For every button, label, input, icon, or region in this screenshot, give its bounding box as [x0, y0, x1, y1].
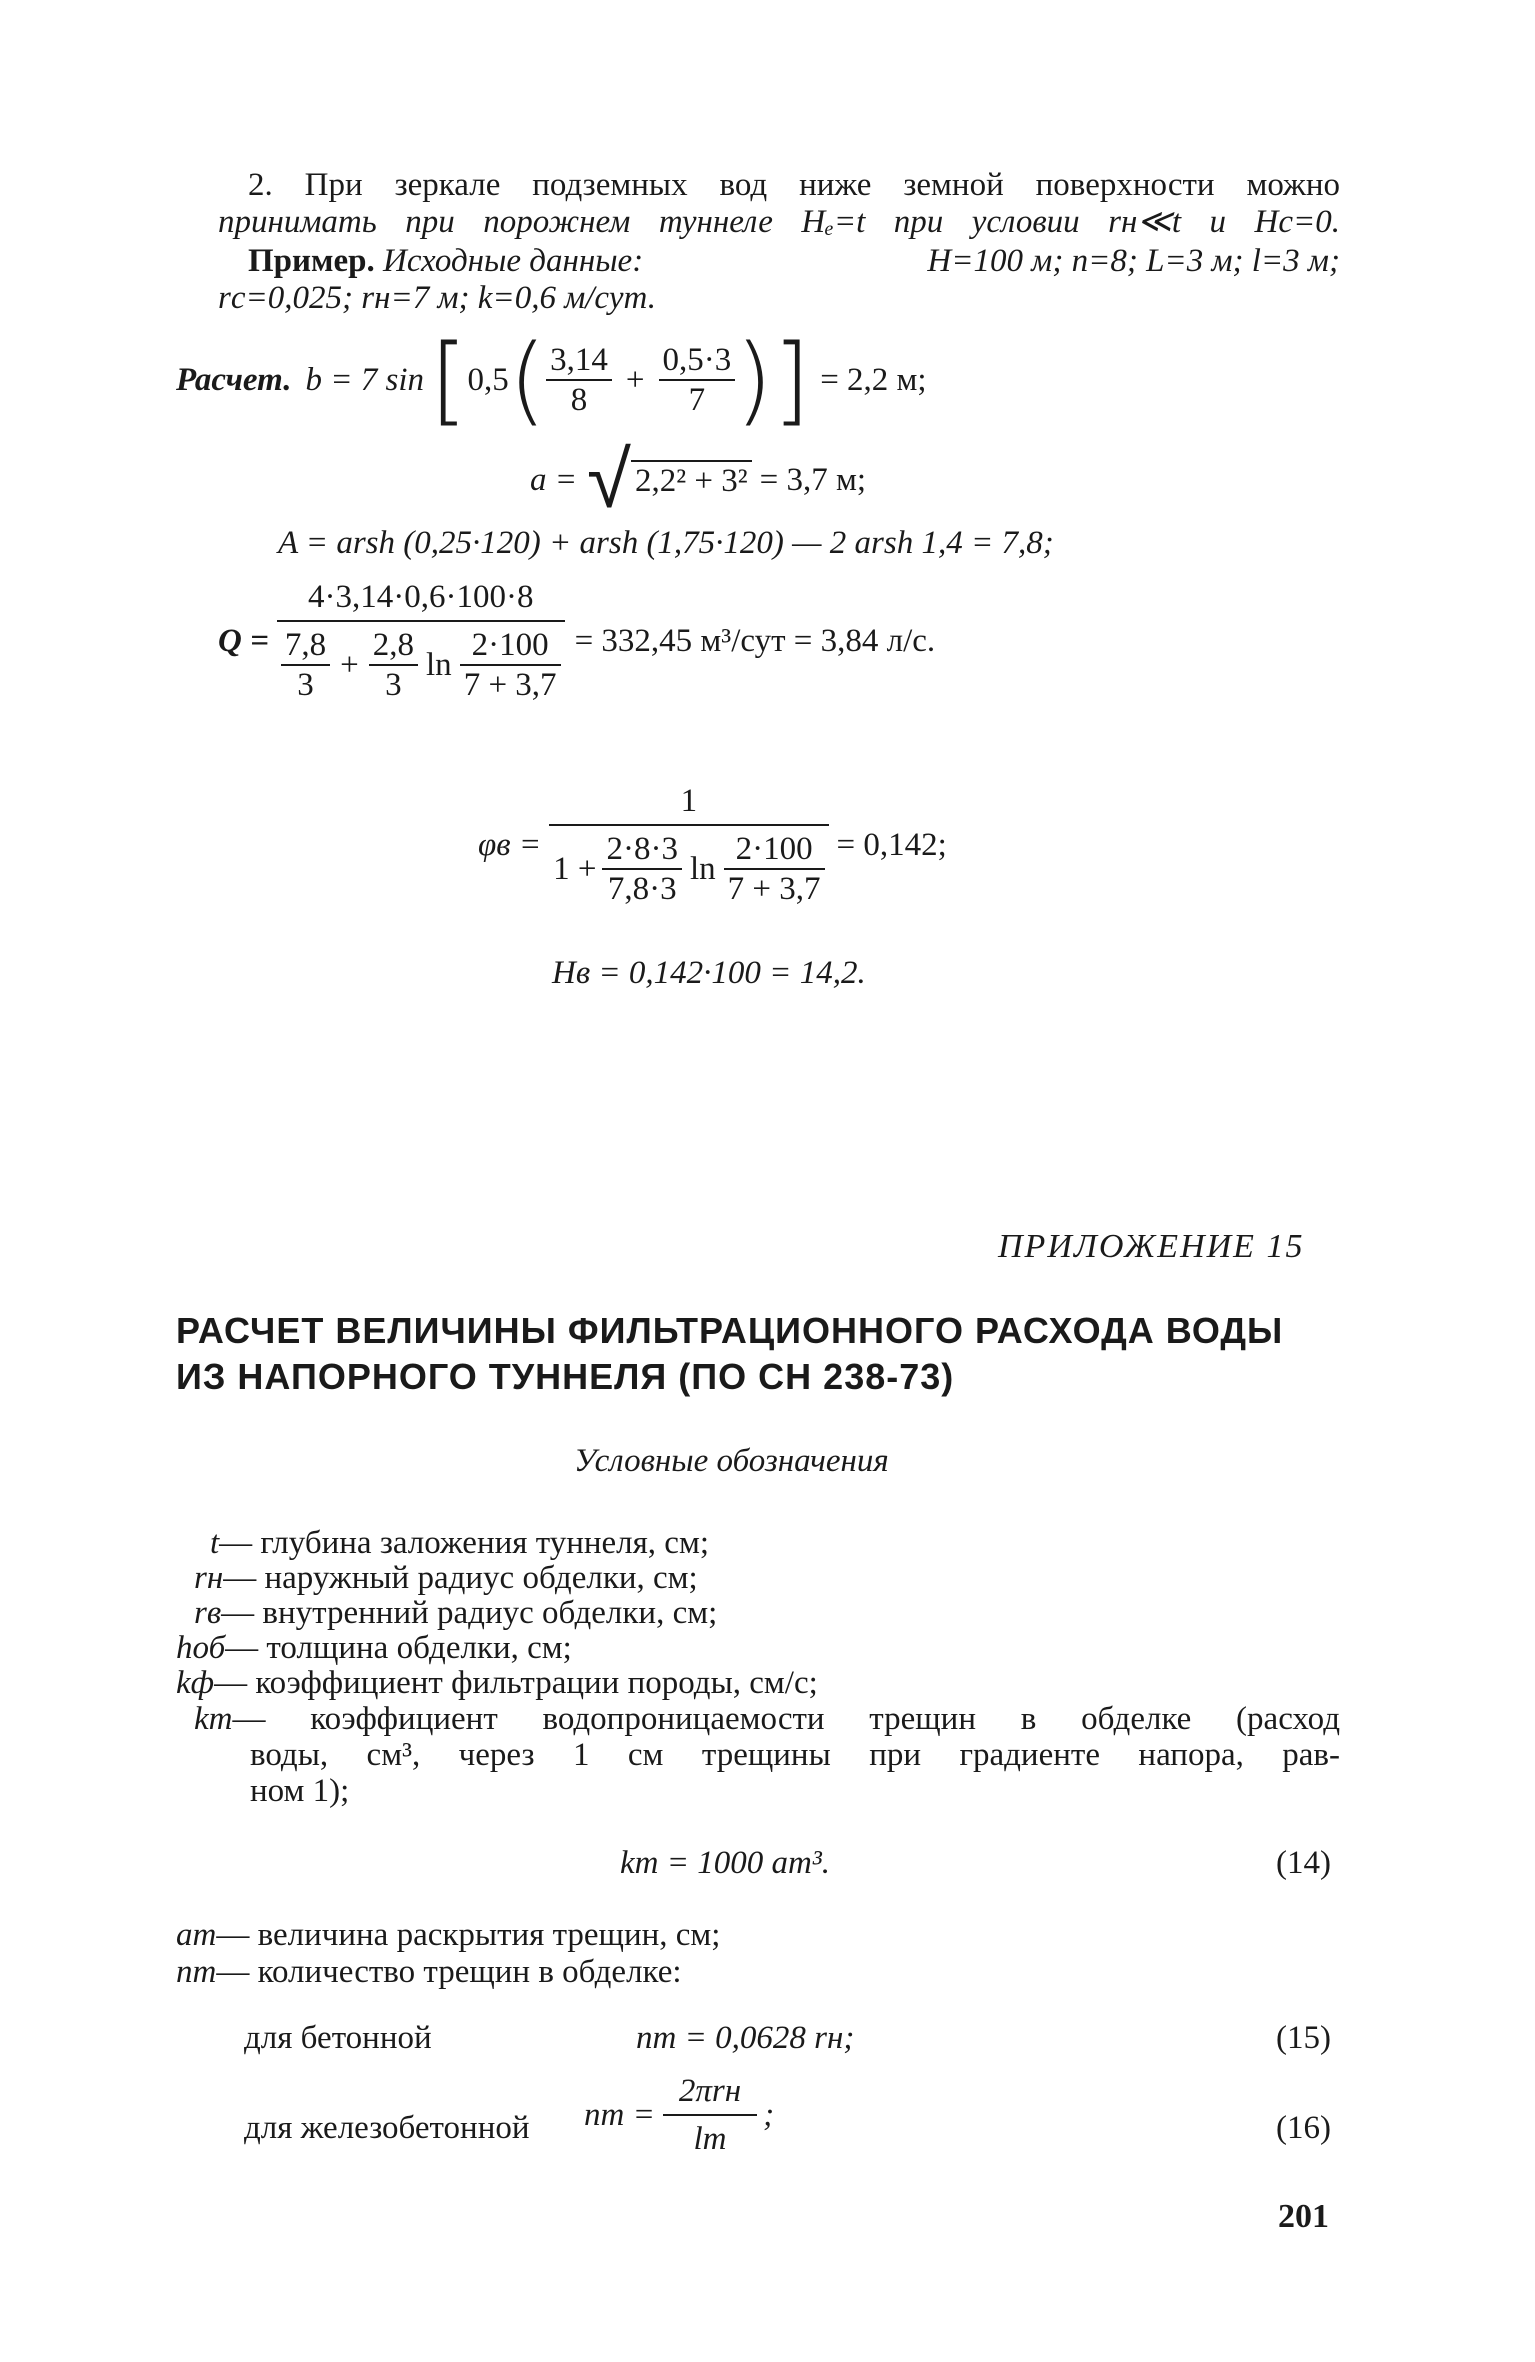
def-t: t— глубина заложения туннеля, см;	[210, 1525, 709, 1561]
b-frac2: $\frac{0,5\cdot 3}{7}$	[659, 341, 736, 419]
def-kt-cont2: ном 1);	[250, 1773, 350, 1809]
calc-Q: Q = 4·3,14·0,6·100·8 $\frac{7,8}{3}$ + $\frac{2,8}{3}$ ln $\frac{2\cdot 100}{7 + 3,7}$ = 332,45 м³/сут = 3,84 л/с.	[218, 579, 936, 703]
eq16-fraction: $\frac{\text{2πrн}}{lт}$	[663, 2072, 757, 2158]
example-label: Пример.	[248, 243, 375, 279]
phi-fraction: 1 1 + $\frac{2\cdot 8\cdot 3}{7,8\cdot 3}$ ln $\frac{2\cdot 100}{7 + 3,7}$	[549, 782, 828, 908]
q-fraction: 4·3,14·0,6·100·8 $\frac{7,8}{3}$ + $\frac{2,8}{3}$ ln $\frac{2\cdot 100}{7 + 3,7}$	[277, 578, 565, 704]
eq15-formula: nт = 0,0628 rн;	[636, 2020, 855, 2056]
para2-line2: принимать при порожнем туннеле Hₑ=t при условии rн≪t и Hс=0.	[218, 204, 1340, 240]
appendix-title-line2: ИЗ НАПОРНОГО ТУННЕЛЯ (ПО СН 238-73)	[176, 1356, 955, 1397]
def-kt: kт— коэффициент водопроницаемости трещин в обделке (расход	[194, 1701, 1340, 1737]
eq14-formula: kт = 1000 aт³.	[620, 1845, 830, 1881]
example-values: H=100 м; n=8; L=3 м; l=3 м;	[927, 243, 1340, 279]
example-line2: rс=0,025; rн=7 м; k=0,6 м/сут.	[218, 280, 656, 316]
def-nt: nт— количество трещин в обделке:	[176, 1954, 682, 1990]
page-number: 201	[1278, 2198, 1329, 2235]
calc-A: A = arsh (0,25·120) + arsh (1,75·120) — 2 arsh 1,4 = 7,8;	[278, 525, 1054, 561]
paren-open: (	[508, 324, 547, 436]
calc-label: Расчет.	[176, 362, 292, 398]
b-inner-a: 0,5	[467, 362, 509, 398]
sqrt-icon: √	[587, 433, 631, 526]
a-radicand: 2,2² + 3²	[631, 460, 752, 500]
paren-close: )	[735, 324, 773, 436]
bracket-close: ]	[772, 324, 811, 436]
b-lhs: b = 7 sin	[305, 362, 424, 398]
def-kf: kф— коэффициент фильтрации породы, см/с;	[176, 1665, 818, 1701]
eq16-number: (16)	[1276, 2110, 1331, 2146]
calc-a: a = √ 2,2² + 3² = 3,7 м;	[530, 433, 867, 526]
eq14-number: (14)	[1276, 1845, 1331, 1881]
calc-H: Hв = 0,142·100 = 14,2.	[552, 955, 866, 991]
q-result: = 332,45 м³/сут = 3,84 л/с.	[574, 623, 936, 659]
appendix-subtitle: Условные обозначения	[574, 1443, 889, 1479]
eq15-number: (15)	[1276, 2020, 1331, 2056]
eq15-label: для бетонной	[244, 2020, 432, 2056]
appendix-label: ПРИЛОЖЕНИЕ 15	[998, 1228, 1305, 1265]
def-hob: hоб— толщина обделки, см;	[176, 1630, 572, 1666]
def-at: aт— величина раскрытия трещин, см;	[176, 1917, 721, 1953]
def-rn: rн— наружный радиус обделки, см;	[194, 1560, 698, 1596]
b-frac1: $\frac{3,14}{8}$	[546, 341, 612, 419]
para2-line1: 2. При зеркале подземных вод ниже земной поверхности можно	[248, 167, 1340, 203]
example-line1	[248, 242, 1340, 280]
b-result: = 2,2 м;	[820, 362, 927, 398]
def-rv: rв— внутренний радиус обделки, см;	[194, 1595, 718, 1631]
eq16-formula: nт = $\frac{\text{2πrн}}{lт}$ ;	[584, 2073, 775, 2157]
bracket-open: [	[430, 324, 468, 436]
calc-phi: φв = 1 1 + $\frac{2\cdot 8\cdot 3}{7,8\cdot 3}$ ln $\frac{2\cdot 100}{7 + 3,7}$ = 0,142;	[478, 783, 947, 907]
def-kt-cont1: воды, см³, через 1 см трещины при градиенте напора, рав-	[250, 1737, 1340, 1773]
eq16-label: для железобетонной	[244, 2110, 530, 2146]
phi-result: = 0,142;	[836, 827, 947, 863]
example-input-label: Исходные данные:	[383, 243, 644, 279]
calc-b: Расчет. b = 7 sin [ 0,5 ( $\frac{3,14}{8}$ + $\frac{0,5\cdot 3}{7}$ ) ] = 2,2 м;	[176, 324, 927, 436]
appendix-title-line1: РАСЧЕТ ВЕЛИЧИНЫ ФИЛЬТРАЦИОННОГО РАСХОДА ВОДЫ	[176, 1310, 1284, 1351]
